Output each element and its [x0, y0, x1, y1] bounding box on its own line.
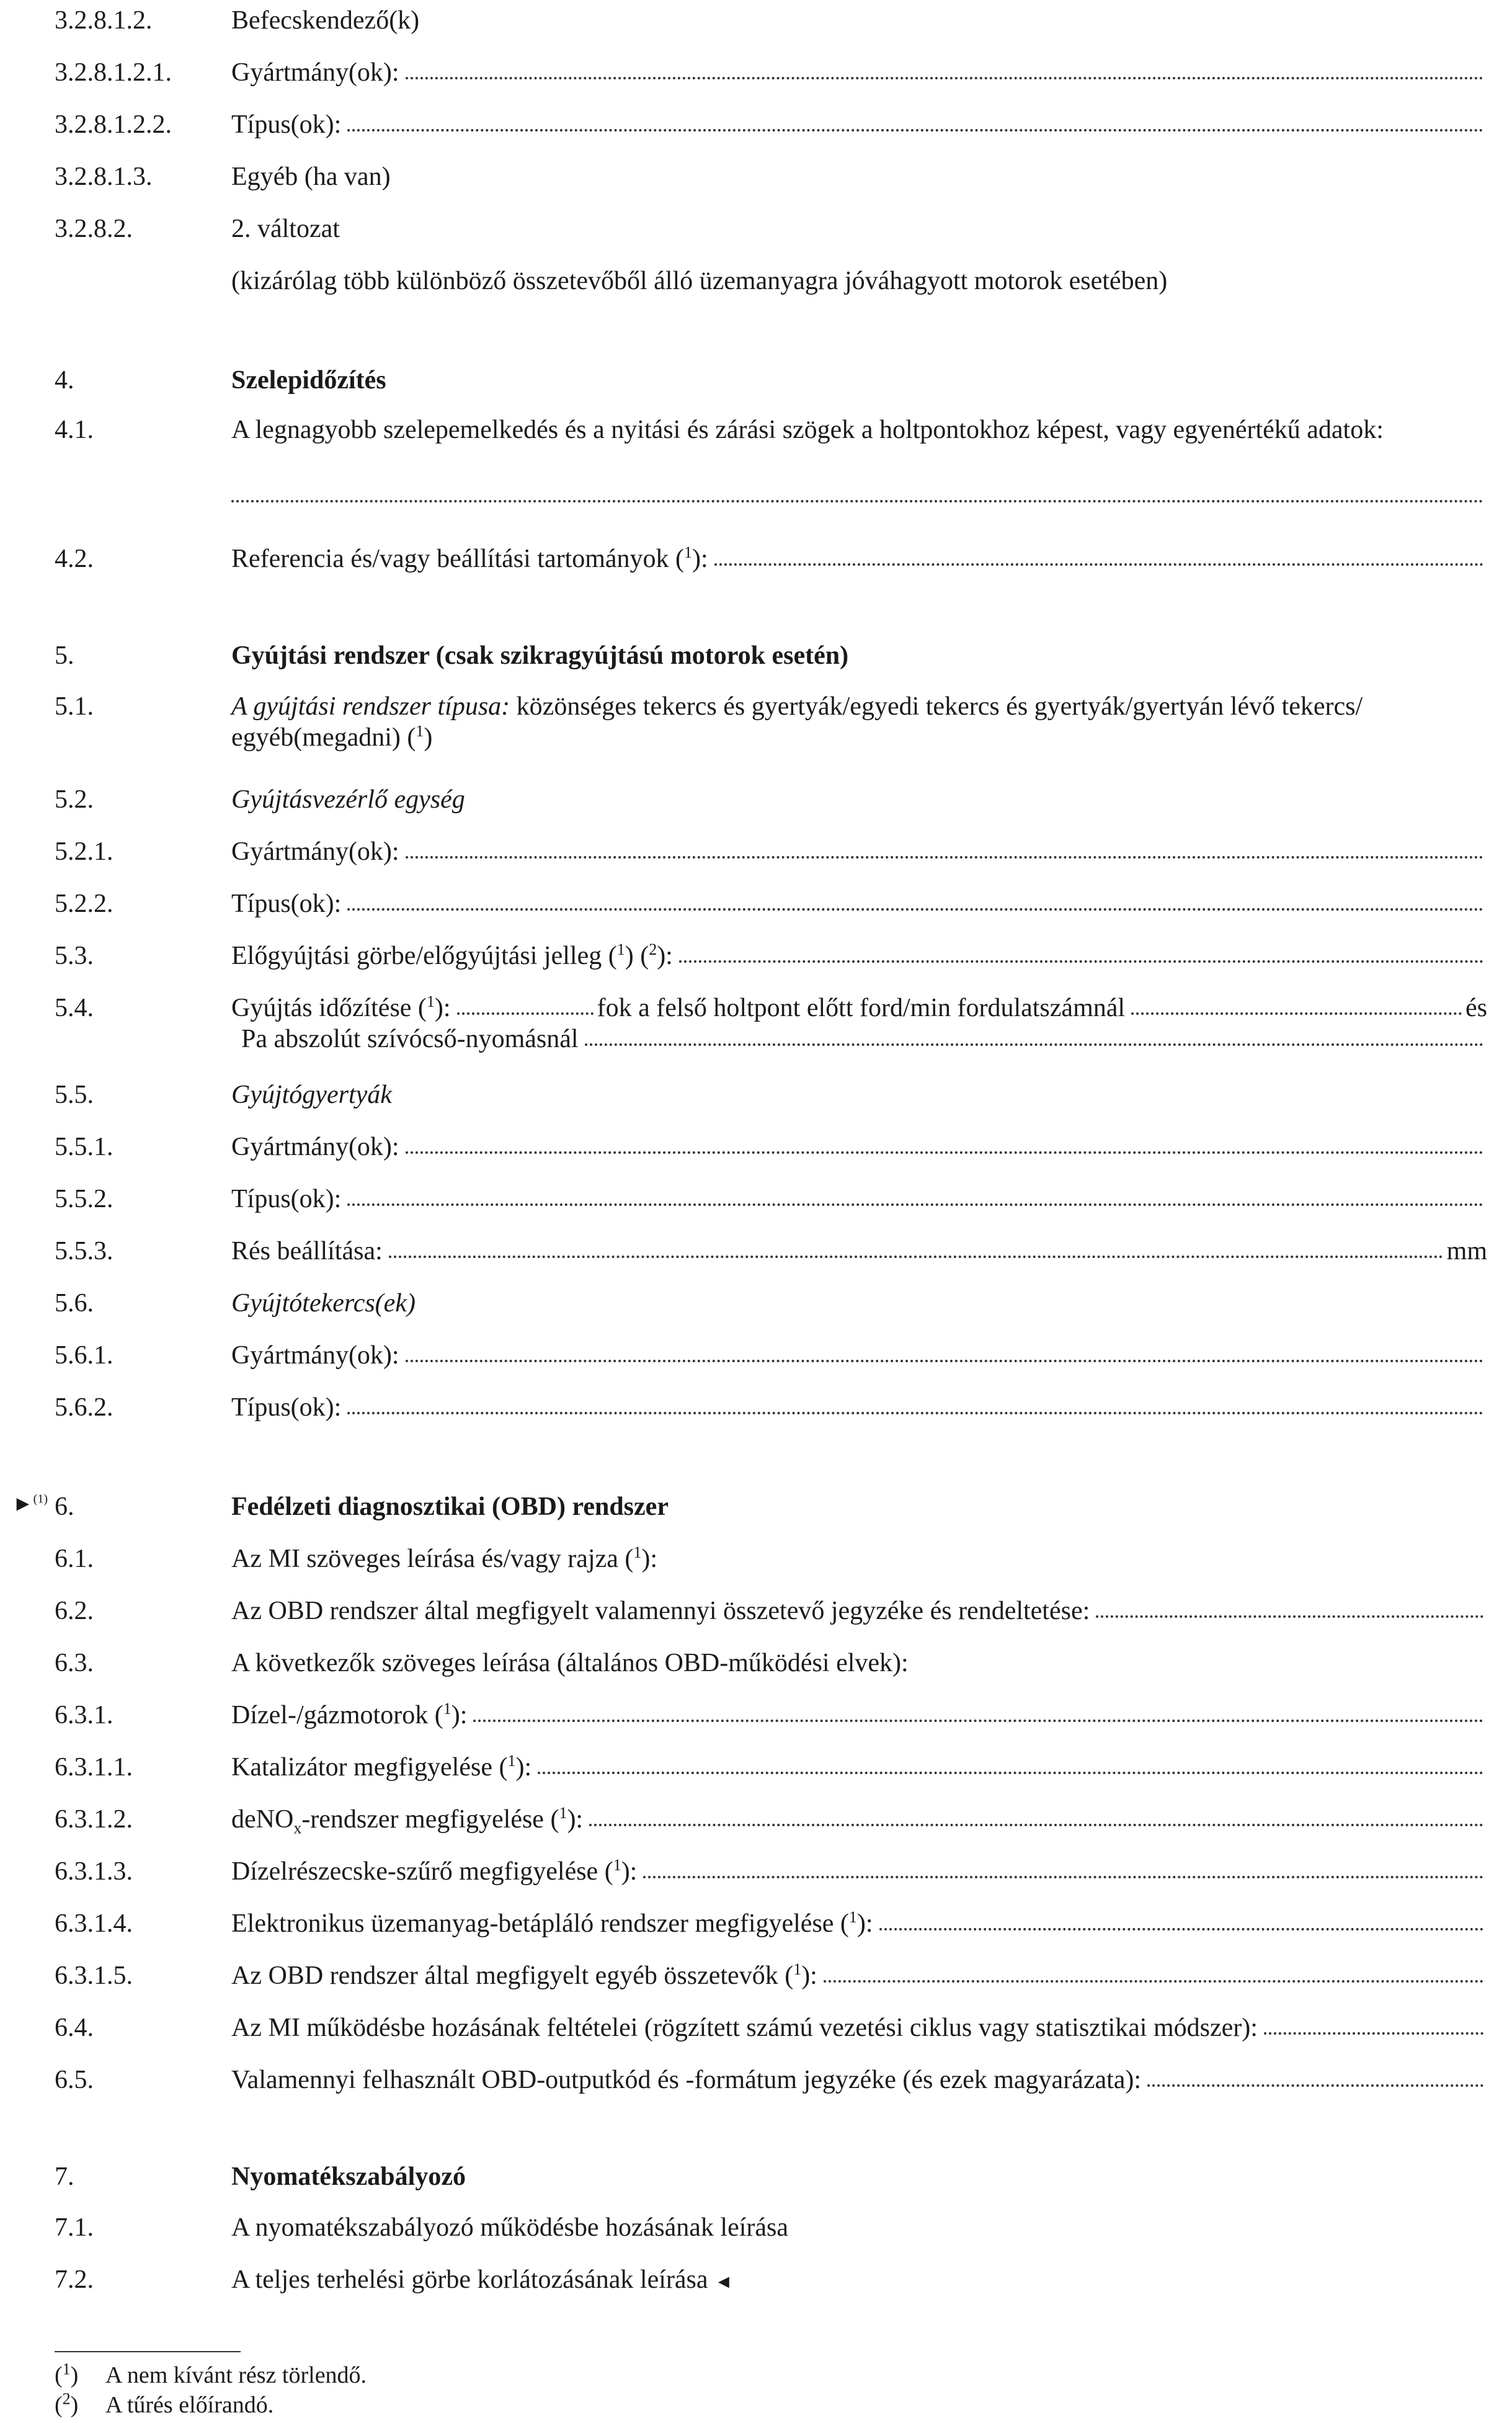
item-text: Gyártmány(ok):	[231, 1341, 399, 1370]
item-number: 5.2.	[55, 785, 94, 814]
item-5-5-1	[55, 1131, 1487, 1162]
item-text: A teljes terhelési görbe korlátozásának leírása ◄	[231, 2265, 733, 2294]
item-5-5-2	[55, 1184, 1487, 1215]
footnote-ref[interactable]: 1	[633, 1543, 642, 1561]
item-text: Rés beállítása:	[231, 1237, 383, 1265]
fill-in-blank[interactable]	[406, 1360, 1483, 1362]
unit-label: mm	[1446, 1237, 1487, 1265]
item-number: 5.4.	[55, 994, 94, 1022]
item-6-3-1-4	[55, 1908, 1487, 1939]
item-text: Típus(ok):	[231, 110, 342, 139]
fill-in-blank[interactable]	[714, 563, 1483, 566]
item-number: 6.5.	[55, 2066, 94, 2094]
item-6-3-1-2	[55, 1804, 1487, 1835]
item-text: Az OBD rendszer által megfigyelt valamennyi összetevő jegyzéke és rendeltetése:	[231, 1597, 1090, 1625]
section-title: Gyújtási rendszer (csak szikragyújtású motorok esetén)	[231, 641, 849, 670]
footnote-divider	[55, 2351, 241, 2352]
item-number: 5.5.2.	[55, 1185, 113, 1213]
item-3-2-8-2	[55, 213, 1487, 244]
item-4-1-blank	[55, 500, 1487, 511]
item-number: 4.1.	[55, 416, 94, 444]
item-text: Referencia és/vagy beállítási tartományok ($^1$):	[231, 543, 708, 573]
fill-in-blank-rpm[interactable]	[1131, 1012, 1462, 1015]
item-number: 6.3.1.3.	[55, 1857, 133, 1886]
section-title: Fedélzeti diagnosztikai (OBD) rendszer	[231, 1493, 669, 1521]
item-number: 5.6.	[55, 1289, 94, 1318]
item-text: Katalizátor megfigyelése ($^1$):	[231, 1752, 532, 1782]
item-text: A gyújtási rendszer típusa: közönséges tekercs és gyertyák/egyedi tekercs és gyertyák/gyertyán lévő tekercs/ egyéb(megadni) ($^1$)	[231, 692, 1363, 752]
item-number: 6.4.	[55, 2014, 94, 2042]
item-5-6-1	[55, 1340, 1487, 1371]
footnote-ref[interactable]: 1	[426, 993, 435, 1011]
footnote-2	[55, 2391, 1487, 2419]
item-5-2-2	[55, 888, 1487, 919]
item-3-2-8-1-2-1	[55, 57, 1487, 88]
item-number: 5.6.2.	[55, 1393, 113, 1422]
item-5-4	[55, 993, 1487, 1055]
item-4-1	[55, 414, 1487, 445]
section-5-heading	[55, 640, 1487, 671]
item-number: 5.3.	[55, 942, 94, 970]
item-text: Gyújtásvezérlő egység	[231, 785, 465, 814]
item-number: 6.2.	[55, 1597, 94, 1625]
item-7-2	[55, 2264, 1487, 2298]
item-text: Elektronikus üzemanyag-betápláló rendszer megfigyelése ($^1$):	[231, 1908, 873, 1938]
fill-in-blank[interactable]	[347, 908, 1483, 911]
item-number: 6.3.1.2.	[55, 1805, 133, 1834]
footnote-number: ($^1$)	[55, 2360, 79, 2388]
item-text-pressure: Pa abszolút szívócső-nyomásnál	[241, 1025, 579, 1053]
item-text: Egyéb (ha van)	[231, 163, 391, 191]
item-number: 5.5.3.	[55, 1237, 113, 1265]
item-number: 5.2.1.	[55, 837, 113, 866]
footnote-ref[interactable]: 1	[559, 1804, 567, 1822]
section-number: 6.	[55, 1493, 74, 1521]
section-6-heading	[55, 1491, 1487, 1522]
item-6-3-1	[55, 1700, 1487, 1731]
item-text: Gyártmány(ok):	[231, 1133, 399, 1161]
section-title: Szelepidőzítés	[231, 366, 386, 395]
fill-in-blank-pressure[interactable]	[585, 1043, 1483, 1046]
item-text: Típus(ok):	[231, 1393, 342, 1422]
item-6-3	[55, 1648, 1487, 1679]
item-number: 5.1.	[55, 692, 94, 721]
item-number: 4.2.	[55, 545, 94, 573]
footnote-ref[interactable]: 1	[848, 1908, 857, 1926]
item-number: 6.3.1.	[55, 1701, 113, 1729]
footnote-text: A nem kívánt rész törlendő.	[105, 2362, 367, 2388]
section-7-heading	[55, 2161, 1487, 2192]
amendment-marker	[12, 1489, 48, 1520]
fill-in-blank[interactable]	[1147, 2084, 1483, 2087]
footnote-ref[interactable]: 1	[416, 722, 424, 740]
fill-in-blank[interactable]	[347, 1412, 1483, 1414]
footnote-number: ($^2$)	[55, 2390, 79, 2418]
fill-in-blank[interactable]	[406, 1151, 1483, 1154]
item-number: 6.3.1.1.	[55, 1753, 133, 1782]
amendment-arrow-icon: ►	[12, 1493, 33, 1515]
item-number: 3.2.8.1.3.	[55, 163, 153, 191]
item-6-5	[55, 2064, 1487, 2095]
fill-in-blank[interactable]	[1096, 1615, 1483, 1618]
item-5-3	[55, 940, 1487, 971]
item-text: Gyújtótekercs(ek)	[231, 1289, 416, 1318]
footnote-ref[interactable]: 1	[616, 940, 625, 958]
item-7-1	[55, 2212, 1487, 2243]
item-6-3-1-1	[55, 1752, 1487, 1783]
item-text: Valamennyi felhasznált OBD-outputkód és -formátum jegyzéke (és ezek magyarázata):	[231, 2066, 1142, 2094]
section-title: Nyomatékszabályozó	[231, 2162, 466, 2191]
item-text: Dízelrészecske-szűrő megfigyelése ($^1$):	[231, 1856, 638, 1886]
item-text: Gyártmány(ok):	[231, 58, 399, 87]
fill-in-blank[interactable]	[347, 129, 1483, 132]
fill-in-blank[interactable]	[231, 500, 1483, 502]
item-3-2-8-2-note	[55, 266, 1487, 297]
item-5-6	[55, 1288, 1487, 1319]
item-5-5	[55, 1079, 1487, 1110]
section-number: 7.	[55, 2162, 74, 2191]
item-text: (kizárólag több különböző összetevőből álló üzemanyagra jóváhagyott motorok esetében)	[231, 267, 1168, 295]
footnote-1	[55, 2361, 1487, 2390]
item-6-1	[55, 1543, 1487, 1574]
fill-in-blank-degrees[interactable]	[457, 1012, 594, 1015]
item-text: A következők szöveges leírása (általános OBD-működési elvek):	[231, 1649, 909, 1677]
fill-in-blank[interactable]	[1264, 2032, 1483, 2035]
fill-in-blank[interactable]	[643, 1876, 1483, 1878]
item-text: Dízel-/gázmotorok ($^1$):	[231, 1700, 468, 1729]
item-text: Típus(ok):	[231, 1185, 342, 1213]
item-5-6-2	[55, 1392, 1487, 1423]
item-5-2-1	[55, 836, 1487, 867]
item-3-2-8-1-3	[55, 161, 1487, 192]
section-number: 4.	[55, 366, 74, 395]
item-number: 6.1.	[55, 1545, 94, 1573]
item-text: Gyújtógyertyák	[231, 1081, 392, 1109]
item-number: 6.3.1.4.	[55, 1909, 133, 1938]
fill-in-blank[interactable]	[473, 1720, 1483, 1722]
footnote-ref[interactable]: 1	[443, 1700, 451, 1718]
amendment-end-marker-icon: ◄	[714, 2272, 733, 2292]
fill-in-blank[interactable]	[406, 77, 1483, 79]
item-number: 3.2.8.1.2.1.	[55, 58, 172, 87]
fill-in-blank[interactable]	[406, 856, 1483, 859]
item-number: 6.3.1.5.	[55, 1961, 133, 1990]
item-text: A legnagyobb szelepemelkedés és a nyitási és zárási szögek a holtpontokhoz képest, vagy egyenértékű adatok:	[231, 416, 1384, 444]
item-text: Gyújtás időzítése ($^1$):	[231, 993, 451, 1022]
item-text: Befecskendező(k)	[231, 6, 420, 35]
footnote-ref[interactable]: 1	[613, 1856, 621, 1874]
item-text-continued: fok a felső holtpont előtt ford/min fordulatszámnál	[597, 994, 1126, 1022]
footnote-ref[interactable]: 1	[507, 1752, 516, 1770]
item-5-2	[55, 784, 1487, 815]
fill-in-blank[interactable]	[679, 960, 1483, 963]
item-number: 5.2.2.	[55, 890, 113, 918]
section-4-heading	[55, 365, 1487, 396]
item-text: Az MI működésbe hozásának feltételei (rögzített számú vezetési ciklus vagy statisztikai módszer):	[231, 2014, 1258, 2042]
fill-in-blank[interactable]	[589, 1824, 1483, 1826]
item-number: 6.3.	[55, 1649, 94, 1677]
item-text: Az MI szöveges leírása és/vagy rajza ($^1$):	[231, 1543, 658, 1573]
item-3-2-8-1-2	[55, 5, 1487, 36]
item-number: 5.5.1.	[55, 1133, 113, 1161]
item-number: 5.5.	[55, 1081, 94, 1109]
item-text: Előgyújtási görbe/előgyújtási jelleg ($^1$) ($^2$):	[231, 940, 673, 970]
item-number: 3.2.8.1.2.2.	[55, 110, 172, 139]
item-6-4	[55, 2012, 1487, 2043]
item-3-2-8-1-2-2	[55, 109, 1487, 140]
item-text: Az OBD rendszer által megfigyelt egyéb összetevők ($^1$):	[231, 1960, 817, 1990]
item-text: 2. változat	[231, 215, 340, 243]
fill-in-blank[interactable]	[389, 1256, 1443, 1258]
item-text: Típus(ok):	[231, 890, 342, 918]
item-number: 3.2.8.1.2.	[55, 6, 153, 35]
item-text: A nyomatékszabályozó működésbe hozásának leírása	[231, 2213, 789, 2242]
item-text-and: és	[1465, 994, 1487, 1022]
item-5-5-3	[55, 1236, 1487, 1267]
item-number: 7.2.	[55, 2265, 94, 2294]
item-text: deNO$_x$-rendszer megfigyelése ($^1$):	[231, 1804, 584, 1837]
fill-in-blank[interactable]	[879, 1928, 1483, 1930]
fill-in-blank[interactable]	[824, 1980, 1483, 1983]
footnote-ref[interactable]: 1	[684, 543, 693, 561]
amendment-ref[interactable]: (1)	[33, 1492, 48, 1506]
item-6-3-1-5	[55, 1960, 1487, 1991]
footnote-ref[interactable]: 1	[793, 1960, 802, 1978]
item-number: 7.1.	[55, 2213, 94, 2242]
footnote-text: A tűrés előírandó.	[105, 2392, 274, 2418]
item-4-2	[55, 543, 1487, 574]
section-number: 5.	[55, 641, 74, 670]
fill-in-blank[interactable]	[347, 1203, 1483, 1206]
item-text: Gyártmány(ok):	[231, 837, 399, 866]
item-5-1	[55, 691, 1487, 753]
item-number: 3.2.8.2.	[55, 215, 133, 243]
item-6-3-1-3	[55, 1856, 1487, 1887]
item-6-2	[55, 1595, 1487, 1626]
item-number: 5.6.1.	[55, 1341, 113, 1370]
fill-in-blank[interactable]	[538, 1772, 1483, 1774]
footnote-ref[interactable]: 2	[649, 940, 657, 958]
